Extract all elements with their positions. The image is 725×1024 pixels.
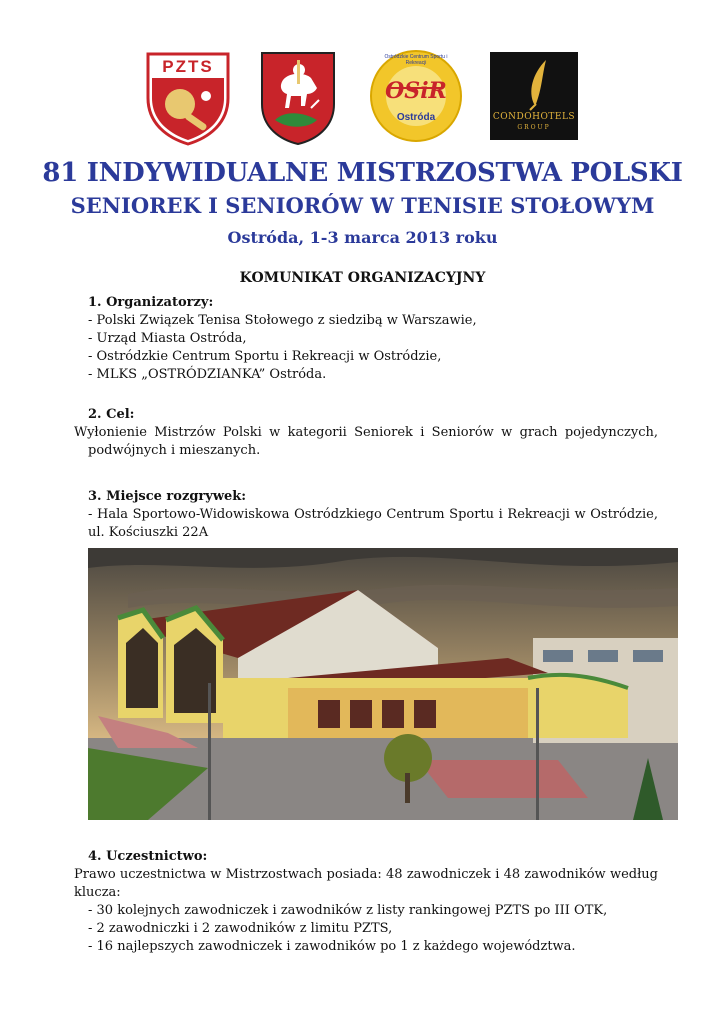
page-subtitle: Ostróda, 1-3 marca 2013 roku — [227, 228, 498, 247]
list-item: - MLKS „OSTRÓDZIANKA” Ostróda. — [88, 367, 327, 382]
list-item: - Polski Związek Tenisa Stołowego z siedzibą w Warszawie, — [88, 313, 477, 328]
section-heading: 4. Uczestnictwo: — [88, 849, 208, 864]
section-organizatorzy — [88, 294, 658, 384]
osir-logo-city: Ostróda — [396, 112, 436, 123]
logo-bar — [0, 46, 725, 146]
page-title-line2: SENIOREK I SENIORÓW W TENISIE STOŁOWYM — [70, 193, 655, 218]
section-text: - Hala Sportowo-Widowiskowa Ostródzkiego Centrum Sportu i Rekreacji w Ostródzie, ul. Kościuszki 22A — [88, 507, 658, 540]
section-cel — [74, 406, 658, 460]
section-miejsce — [88, 488, 658, 542]
pzts-logo-text: PZTS — [162, 57, 214, 76]
condohotels-logo — [490, 52, 578, 140]
list-item: - Ostródzkie Centrum Sportu i Rekreacji w Ostródzie, — [88, 349, 442, 364]
condohotels-name: CONDOHOTELS — [492, 112, 576, 122]
section-heading: 3. Miejsce rozgrywek: — [88, 489, 247, 504]
section-uczestnictwo — [74, 848, 658, 956]
page-title: 81 INDYWIDUALNE MISTRZOSTWA POLSKI — [42, 158, 683, 188]
osir-logo-ring-text: Ostródzkie Centrum Sportu i Rekreacji — [384, 54, 448, 66]
knight-on-horse-dragon-icon — [259, 50, 337, 146]
list-item: - 16 najlepszych zawodniczek i zawodników po 1 z każdego województwa. — [88, 939, 576, 954]
section-text: Wyłonienie Mistrzów Polski w kategorii Seniorek i Seniorów w grach pojedynczych, podwójnych i mieszanych. — [74, 425, 658, 458]
sports-hall-photo — [88, 548, 678, 820]
section-text: Prawo uczestnictwa w Mistrzostwach posiada: 48 zawodniczek i 48 zawodników według klucza: — [74, 867, 658, 900]
list-item: - 30 kolejnych zawodniczek i zawodników z listy rankingowej PZTS po III OTK, — [88, 903, 608, 918]
osir-logo — [369, 48, 463, 144]
pzts-logo — [144, 50, 232, 146]
feather-icon — [490, 52, 578, 112]
condohotels-sub: GROUP — [517, 124, 551, 131]
list-item: - Urząd Miasta Ostróda, — [88, 331, 247, 346]
section-heading: 1. Organizatorzy: — [88, 295, 214, 310]
coat-of-arms-logo — [259, 50, 337, 146]
osir-logo-main: OSiR — [385, 78, 447, 104]
section-heading: 2. Cel: — [88, 407, 135, 422]
document-heading: KOMUNIKAT ORGANIZACYJNY — [239, 270, 486, 286]
list-item: - 2 zawodniczki i 2 zawodników z limitu PZTS, — [88, 921, 393, 936]
